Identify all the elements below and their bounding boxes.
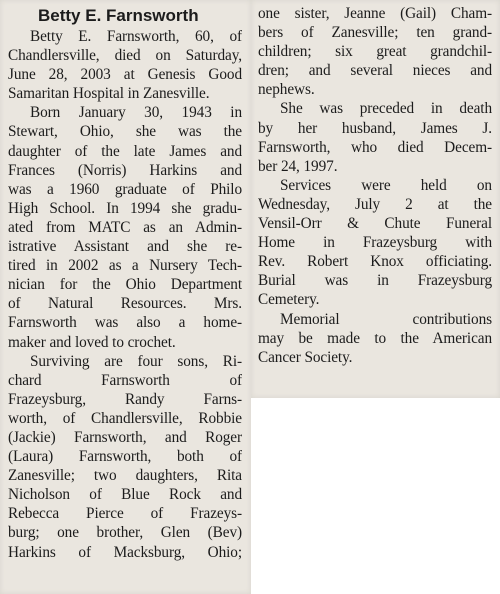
text-line: Wednesday, July 2 at the — [258, 195, 492, 213]
text-line: children; six great grandchil- — [258, 43, 492, 61]
text-line: Cemetery. — [258, 291, 320, 309]
text-line: Frazeysburg, Randy Farns- — [8, 390, 242, 408]
text-line: Memorial contributions — [280, 310, 492, 328]
text-line: was a 1960 graduate of Philo — [8, 180, 242, 198]
text-line: nephews. — [258, 81, 315, 99]
text-line: Services were held on — [280, 176, 492, 194]
text-line: of Natural Resources. Mrs. — [8, 295, 242, 313]
text-line: Farnsworth, who died Decem- — [258, 138, 492, 156]
text-line: She was preceded in death — [280, 100, 492, 118]
text-line: one sister, Jeanne (Gail) Cham- — [258, 5, 492, 22]
obituary-headline: Betty E. Farnsworth — [38, 6, 199, 25]
left-column — [8, 6, 242, 562]
text-line: istrative Assistant and she re- — [8, 238, 242, 256]
text-line: bers of Zanesville; ten grand- — [258, 24, 492, 42]
text-line: Rebecca Pierce of Frazeys- — [8, 505, 242, 523]
text-line: may be made to the American — [258, 329, 492, 347]
text-line: Farnsworth was also a home- — [8, 314, 242, 332]
text-line: Samaritan Hospital in Zanesville. — [8, 85, 210, 103]
text-line: daughter of the late James and — [8, 142, 242, 160]
text-line: (Laura) Farnsworth, both of — [8, 448, 242, 466]
right-column-text — [258, 4, 492, 367]
text-line: ated from MATC as an Admin- — [8, 218, 242, 236]
text-line: dren; and several nieces and — [258, 62, 492, 80]
text-line: chard Farnsworth of — [8, 371, 242, 389]
text-line: Stewart, Ohio, she was the — [8, 123, 242, 141]
text-line: Nicholson of Blue Rock and — [8, 486, 242, 504]
text-line: by her husband, James J. — [258, 119, 492, 137]
text-line: Rev. Robert Knox officiating. — [258, 253, 492, 271]
text-line: burg; one brother, Glen (Bev) — [8, 524, 242, 542]
text-line: Surviving are four sons, Ri- — [30, 352, 242, 370]
text-line: worth, of Chandlersville, Robbie — [8, 409, 242, 427]
text-line: tired in 2002 as a Nursery Tech- — [8, 257, 242, 275]
text-line: maker and loved to crochet. — [8, 333, 176, 351]
text-line: Betty E. Farnsworth, 60, of — [30, 28, 242, 45]
text-line: nician for the Ohio Department — [8, 276, 242, 294]
text-line: (Jackie) Farnsworth, and Roger — [8, 428, 242, 446]
text-line: Cancer Society. — [258, 348, 353, 366]
text-line: Chandlersville, died on Saturday, — [8, 47, 242, 65]
text-line: Frances (Norris) Harkins and — [8, 161, 242, 179]
text-line: June 28, 2003 at Genesis Good — [8, 66, 242, 84]
text-line: ber 24, 1997. — [258, 157, 338, 175]
text-line: Vensil-Orr & Chute Funeral — [258, 215, 492, 233]
text-line: High School. In 1994 she gradu- — [8, 199, 242, 217]
text-line: Burial was in Frazeysburg — [258, 272, 492, 290]
text-line: Zanesville; two daughters, Rita — [8, 467, 242, 485]
text-line: Harkins of Macksburg, Ohio; — [8, 543, 242, 561]
left-column-text — [8, 27, 242, 562]
right-column — [258, 4, 492, 367]
text-line: Born January 30, 1943 in — [30, 104, 242, 122]
text-line: Home in Frazeysburg with — [258, 234, 492, 252]
